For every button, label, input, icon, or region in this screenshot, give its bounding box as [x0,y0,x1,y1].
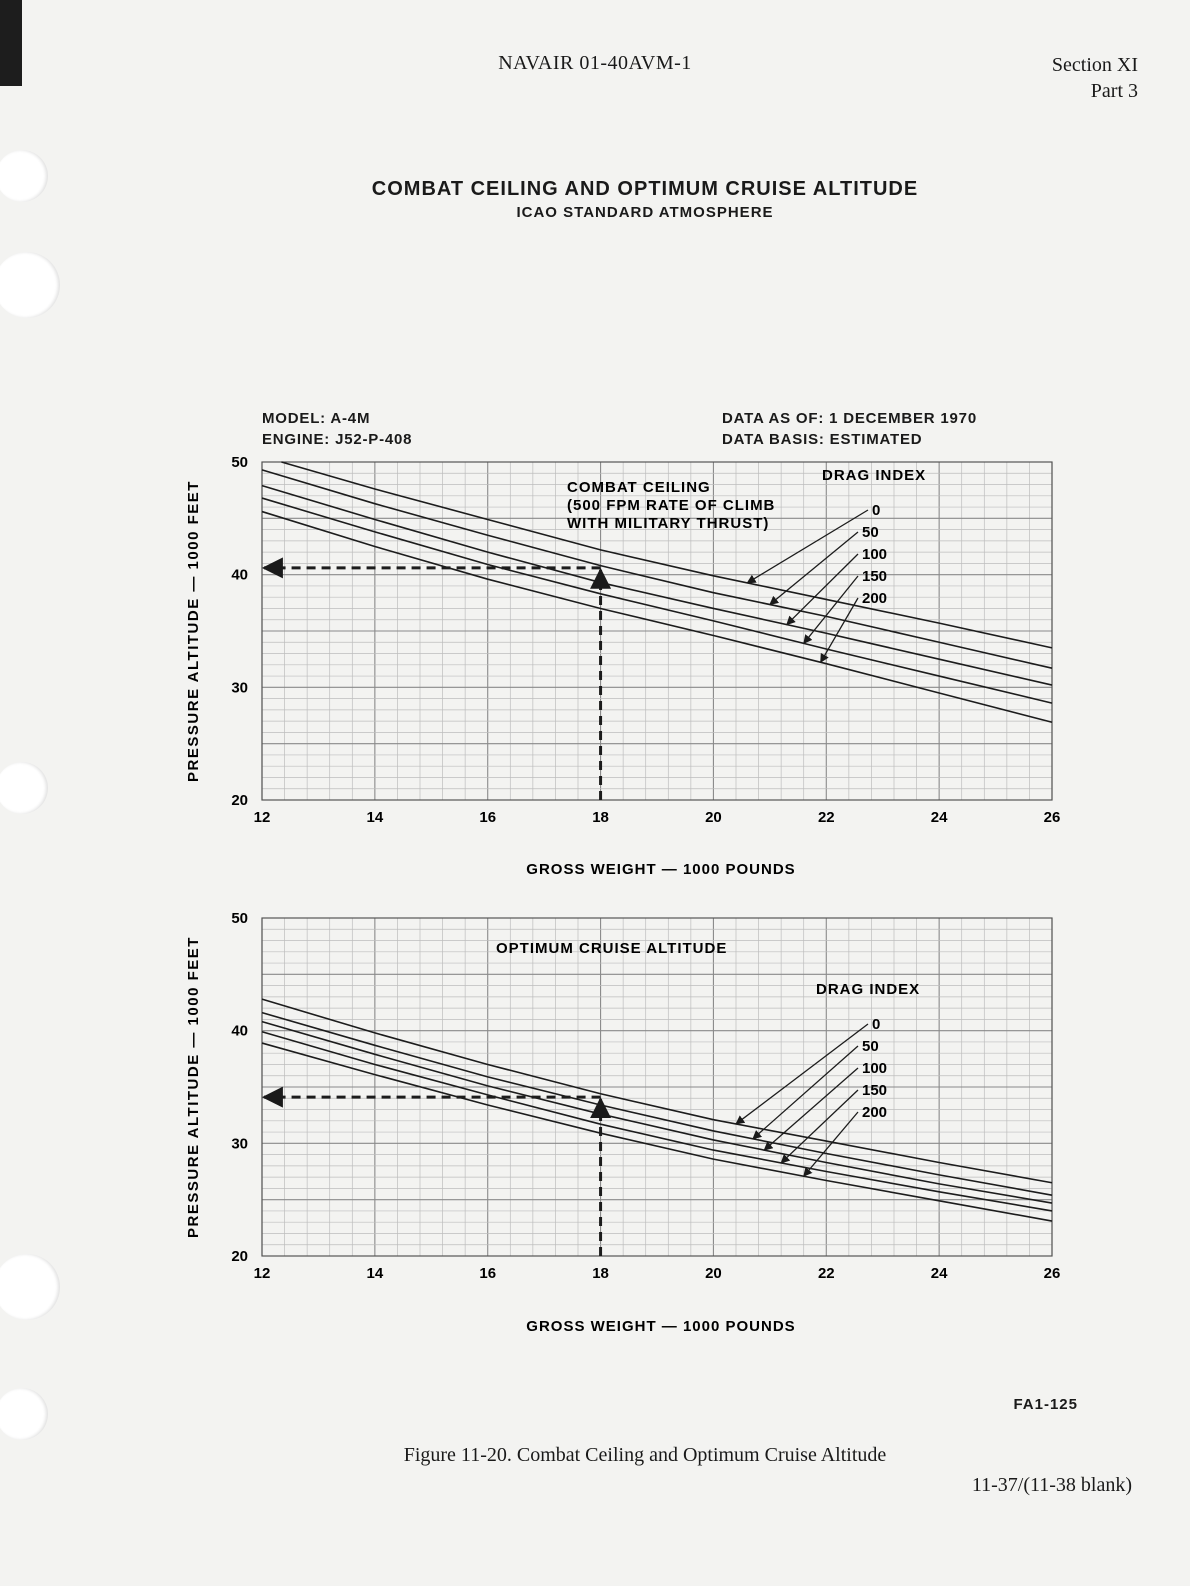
legend-label-drag-50: 50 [862,1038,879,1055]
grid [262,918,1052,1256]
series-line-drag-200 [262,512,1052,723]
data-as-of-label: DATA AS OF: 1 DECEMBER 1970 [722,410,977,427]
chart-title-line: (500 FPM RATE OF CLIMB [567,497,776,514]
document-id: NAVAIR 01-40AVM-1 [498,52,692,74]
x-tick-label: 16 [479,1265,497,1282]
x-axis-label: GROSS WEIGHT — 1000 POUNDS [526,861,796,878]
legend-title: DRAG INDEX [822,467,927,484]
y-axis-label: PRESSURE ALTITUDE — 1000 FEET [185,936,202,1238]
x-tick-label: 26 [1043,809,1061,826]
series-line-drag-100 [262,1022,1052,1203]
y-tick-label: 50 [231,454,248,471]
page-number: 11-37/(11-38 blank) [971,1474,1132,1496]
y-tick-label: 20 [231,792,248,809]
x-tick-label: 16 [479,809,497,826]
part-label: Part 3 [1090,80,1138,102]
legend-label-drag-100: 100 [862,1060,888,1077]
y-axis-label: PRESSURE ALTITUDE — 1000 FEET [185,480,202,782]
x-tick-label: 24 [930,1265,948,1282]
legend-label-drag-100: 100 [862,546,888,563]
legend-leader-line [736,1024,868,1124]
figure-id: FA1-125 [1013,1396,1078,1413]
legend-label-drag-150: 150 [862,568,888,585]
legend-label-drag-0: 0 [872,1016,881,1033]
x-tick-label: 20 [705,809,722,826]
chart-title-line: COMBAT CEILING [567,479,711,496]
x-tick-label: 14 [366,809,384,826]
series-line-drag-0 [262,999,1052,1183]
chart-title-line: OPTIMUM CRUISE ALTITUDE [496,940,728,957]
figure-title: COMBAT CEILING AND OPTIMUM CRUISE ALTITUDE [371,178,919,200]
legend-title: DRAG INDEX [816,981,921,998]
x-tick-label: 26 [1043,1265,1061,1282]
x-tick-label: 22 [817,809,835,826]
data-basis-label: DATA BASIS: ESTIMATED [722,431,923,448]
series-line-drag-150 [262,1032,1052,1211]
legend-label-drag-0: 0 [872,502,881,519]
legend-leader-line [753,1046,858,1139]
legend-label-drag-200: 200 [862,1104,888,1121]
chart-title-line: WITH MILITARY THRUST) [567,515,770,532]
legend-label-drag-200: 200 [862,590,888,607]
x-tick-label: 18 [592,1265,609,1282]
y-tick-label: 30 [231,1135,248,1153]
series-line-drag-50 [262,1013,1052,1196]
y-tick-label: 20 [231,1248,248,1265]
legend-label-drag-150: 150 [862,1082,888,1099]
optimum-cruise-chart [185,910,1060,1335]
y-tick-label: 40 [231,566,248,584]
x-tick-label: 18 [592,809,609,826]
x-tick-label: 12 [253,1265,271,1282]
x-tick-label: 20 [705,1265,722,1282]
model-label: MODEL: A-4M [262,410,371,427]
x-tick-label: 14 [366,1265,384,1282]
x-axis-label: GROSS WEIGHT — 1000 POUNDS [526,1318,796,1335]
x-tick-label: 22 [817,1265,835,1282]
x-tick-label: 24 [930,809,948,826]
y-tick-label: 40 [231,1022,248,1040]
y-tick-label: 30 [231,679,248,697]
combat-ceiling-chart [185,454,1060,878]
y-tick-label: 50 [231,910,248,927]
section-label: Section XI [1051,54,1138,76]
figure-caption: Figure 11-20. Combat Ceiling and Optimum Cruise Altitude [403,1444,887,1466]
x-tick-label: 12 [253,809,271,826]
figure-subtitle: ICAO STANDARD ATMOSPHERE [516,204,774,221]
legend-label-drag-50: 50 [862,524,879,541]
engine-label: ENGINE: J52-P-408 [262,431,413,448]
